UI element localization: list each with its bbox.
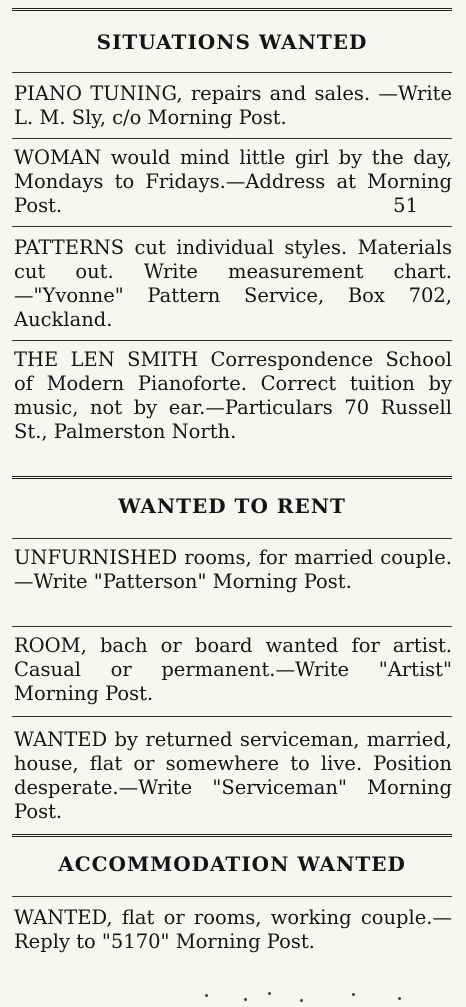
section-rule xyxy=(12,8,452,11)
section-heading-wanted-to-rent: WANTED TO RENT xyxy=(118,494,346,518)
ad-divider xyxy=(12,226,452,227)
classified-ad xyxy=(14,146,452,218)
classified-ad xyxy=(14,236,452,332)
classified-ad xyxy=(14,348,452,444)
classified-ad xyxy=(14,634,452,706)
print-specks xyxy=(0,990,466,1007)
classified-ad xyxy=(14,906,452,954)
ad-text: UNFURNISHED rooms, for married couple.—Write "Patterson" Morning Post. xyxy=(14,546,452,593)
ad-text: WANTED by returned serviceman, married, house, flat or somewhere to live. Position desperate.—Write "Serviceman" Morning Post. xyxy=(14,728,452,823)
ad-text: PIANO TUNING, repairs and sales. —Write L. M. Sly, c/o Morning Post. xyxy=(14,82,452,129)
section-heading-accommodation-wanted: ACCOMMODATION WANTED xyxy=(58,852,406,876)
ad-divider xyxy=(12,138,452,139)
ad-text: WOMAN would mind little girl by the day, Mondays to Fridays.—Address at Morning Post. xyxy=(14,146,452,217)
ad-divider xyxy=(12,716,452,717)
classified-ad xyxy=(14,728,452,824)
section-rule xyxy=(12,896,452,897)
ad-text: ROOM, bach or board wanted for artist. Casual or permanent.—Write "Artist" Morning Post. xyxy=(14,634,452,705)
classified-ad xyxy=(14,546,452,594)
ad-text: THE LEN SMITH Correspondence School of Modern Pianoforte. Correct tuition by music, not by ear.—Particulars 70 Russell St., Palmerston North. xyxy=(14,348,452,443)
section-heading-situations-wanted: SITUATIONS WANTED xyxy=(96,30,368,54)
section-rule xyxy=(12,476,452,479)
ad-divider xyxy=(12,626,452,627)
section-rule xyxy=(12,834,452,837)
ad-divider xyxy=(12,340,452,341)
ad-text: PATTERNS cut individual styles. Materials cut out. Write measurement chart.—"Yvonne" Pattern Service, Box 702, Auckland. xyxy=(14,236,452,331)
section-rule xyxy=(12,538,452,539)
classified-ad xyxy=(14,82,452,130)
ad-number: 51 xyxy=(393,194,418,217)
ad-text: WANTED, flat or rooms, working couple.—Reply to "5170" Morning Post. xyxy=(14,906,452,953)
section-rule xyxy=(12,72,452,73)
